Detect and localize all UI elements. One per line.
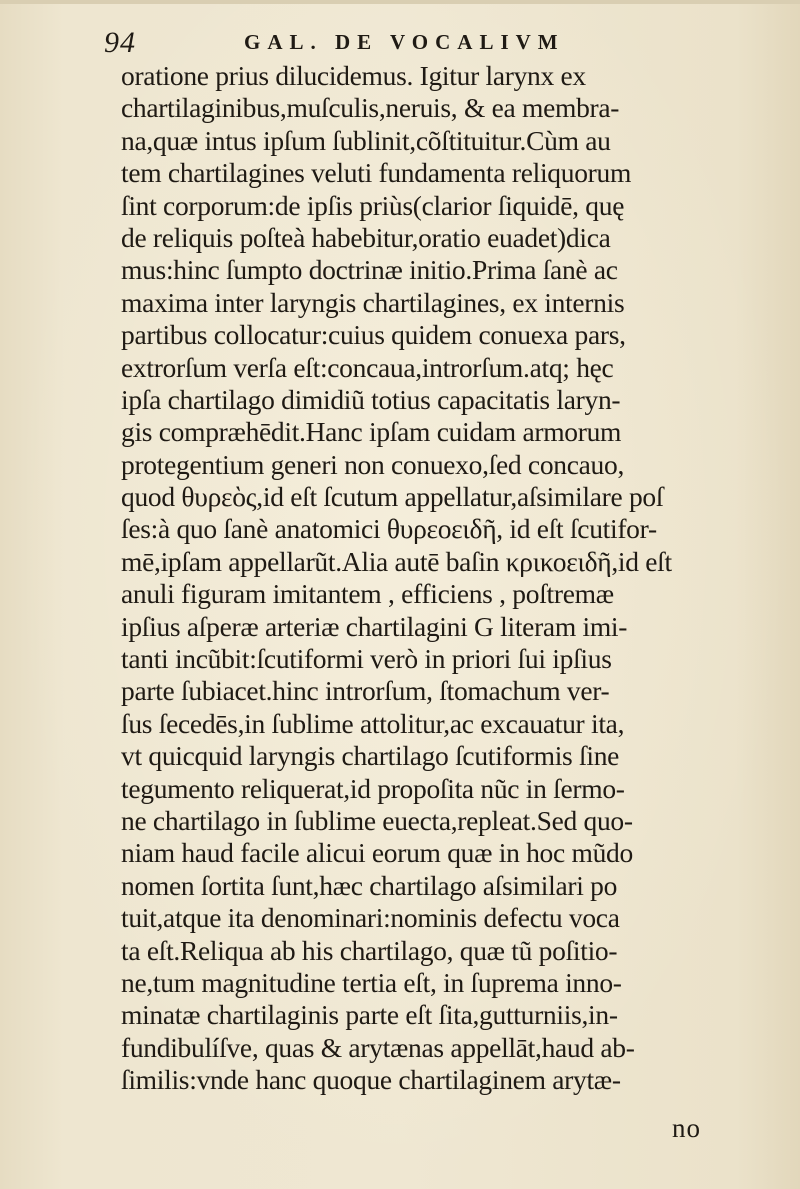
- text-line: tuit,atque ita denominari:nominis defectu voca: [121, 902, 620, 934]
- text-line: ſimilis:vnde hanc quoque chartilaginem arytæ-: [121, 1064, 621, 1096]
- body-text: [121, 60, 721, 1097]
- text-line: ta eſt.Reliqua ab his chartilago, quæ tũ poſitio-: [121, 934, 618, 966]
- text-line: vt quicquid laryngis chartilago ſcutiformis ſine: [121, 740, 620, 772]
- running-title: GAL. DE VOCALIVM: [244, 30, 565, 54]
- text-line: mē,ipſam appellarũt.Alia autē baſin κρικοειδῆ,id eſt: [121, 545, 672, 577]
- text-line: tegumento reliquerat,id propoſita nũc in ſermo-: [121, 772, 625, 804]
- text-line: oratione prius dilucidemus. Igitur larynx ex: [121, 60, 586, 91]
- text-line: anuli figuram imitantem , efficiens , poſtremæ: [121, 578, 614, 610]
- text-line: maxima inter laryngis chartilagines, ex internis: [121, 286, 625, 318]
- page-top-edge: [0, 0, 800, 4]
- text-line: ne,tum magnitudine tertia eſt, in ſuprema inno-: [121, 966, 622, 998]
- text-line: tem chartilagines veluti fundamenta reliquorum: [121, 157, 632, 189]
- text-line: ne chartilago in ſublime euecta,repleat.Sed quo-: [121, 804, 633, 836]
- text-line: partibus collocatur:cuius quidem conuexa pars,: [121, 319, 626, 351]
- text-line: de reliquis poſteà habebitur,oratio euadet)dica: [121, 221, 611, 253]
- text-line: mus:hinc ſumpto doctrinæ initio.Prima ſanè ac: [121, 254, 618, 286]
- running-head: [0, 16, 800, 66]
- text-line: fundibulíſve, quas & arytænas appellāt,haud ab-: [121, 1031, 635, 1063]
- text-line: ipſa chartilago dimidiũ totius capacitatis laryn-: [121, 383, 621, 415]
- text-line: ſus ſecedēs,in ſublime attolitur,ac excauatur ita,: [121, 707, 625, 739]
- text-line: gis compræhēdit.Hanc ipſam cuidam armorum: [121, 416, 622, 448]
- text-line: ſes:à quo ſanè anatomici θυρεοειδῆ, id eſt ſcutifor-: [121, 513, 657, 545]
- text-line: quod θυρεὸς,id eſt ſcutum appellatur,aſsimilare poſ: [121, 481, 664, 513]
- text-line: ſint corporum:de ipſis priùs(clarior ſiquidē, quę: [121, 189, 625, 221]
- text-line: tanti incũbit:ſcutiformi verò in priori ſui ipſius: [121, 643, 612, 675]
- text-line: chartilaginibus,muſculis,neruis, & ea membra-: [121, 92, 620, 124]
- text-line: extrorſum verſa eſt:concaua,introrſum.atq; hęc: [121, 351, 614, 383]
- text-line: parte ſubiacet.hinc introrſum, ſtomachum ver-: [121, 675, 610, 707]
- text-line: na,quæ intus ipſum ſublinit,cõſtituitur.Cùm au: [121, 124, 611, 156]
- text-line: niam haud facile alicui eorum quæ in hoc mũdo: [121, 837, 633, 869]
- text-line: protegentium generi non conuexo,ſed concauo,: [121, 448, 625, 480]
- text-line: nomen ſortita ſunt,hæc chartilago aſsimilari po: [121, 869, 618, 901]
- page-number: 94: [104, 26, 136, 59]
- text-line: ipſius aſperæ arteriæ chartilagini G literam imi-: [121, 610, 628, 642]
- catchword: no: [672, 1113, 701, 1143]
- text-line: minatæ chartilaginis parte eſt ſita,gutturniis,in-: [121, 999, 618, 1031]
